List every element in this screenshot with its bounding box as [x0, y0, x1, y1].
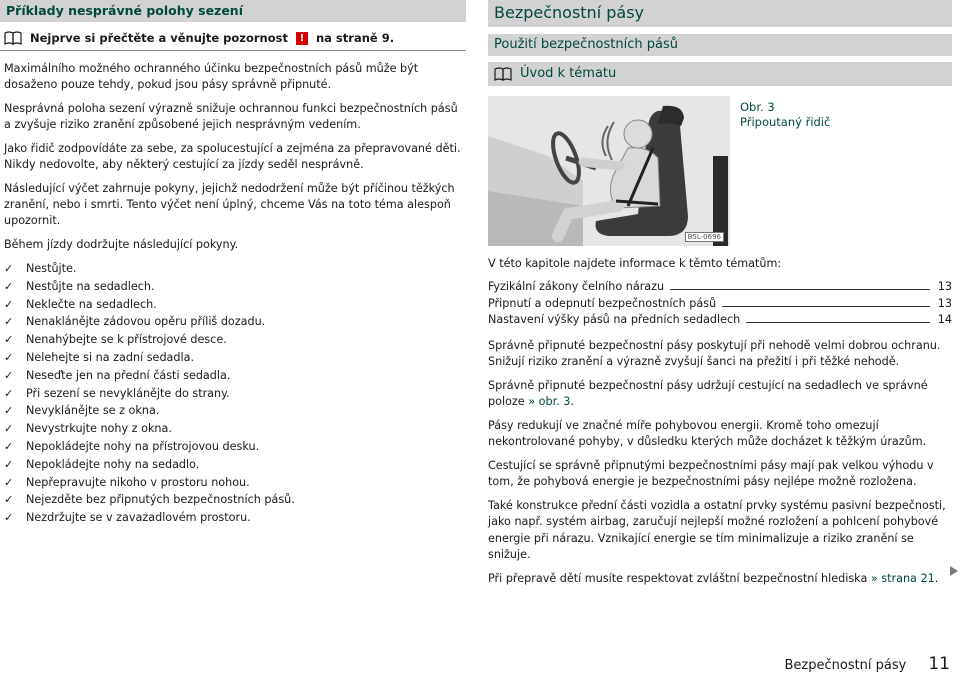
book-icon [4, 31, 22, 45]
list-item [4, 349, 462, 367]
paragraph-end: . [934, 571, 939, 585]
list-item-text: Nenahýbejte se k přístrojové desce. [26, 333, 227, 347]
figure-reference-link[interactable]: » obr. 3 [528, 395, 571, 408]
figure-caption [740, 100, 830, 130]
list-item [4, 260, 462, 278]
paragraph: Jako řidič zodpovídáte za sebe, za spolucestující a zejména za přepravované děti. Nikdy nedovolte, aby některý cestující za jízdy seděl nesprávně. [4, 142, 461, 171]
list-item [4, 313, 462, 331]
list-item [4, 474, 462, 492]
list-item-text: Nenaklánějte zádovou opěru příliš dozadu. [26, 315, 266, 329]
check-icon: ✓ [4, 457, 14, 471]
list-item-text: Nepřepravujte nikoho v prostoru nohou. [26, 475, 250, 489]
check-icon: ✓ [4, 279, 14, 293]
toc-entry[interactable] [488, 312, 952, 329]
check-icon: ✓ [4, 475, 14, 489]
paragraph [488, 378, 952, 411]
toc-page: 14 [937, 313, 952, 326]
paragraph: Správně připnuté bezpečnostní pásy poskytují při nehodě velmi dobrou ochranu. Snižují riziko zranění a výrazně zvyšují šanci na přežití i při těžké nehodě. [488, 338, 941, 368]
checklist [0, 260, 466, 527]
toc-label: Nastavení výšky pásů na předních sedadlech [488, 313, 741, 326]
list-item-text: Nepokládejte nohy na sedadlo. [26, 457, 200, 471]
figure-number: Obr. 3 [740, 100, 775, 114]
list-item [4, 278, 462, 296]
check-icon: ✓ [4, 297, 14, 311]
check-icon: ✓ [4, 439, 14, 453]
list-item-text: Nevystrkujte nohy z okna. [26, 422, 172, 436]
list-item [4, 420, 462, 438]
figure-block [488, 96, 952, 246]
warning-text-before: Nejprve si přečtěte a věnujte pozornost [30, 31, 288, 45]
toc-leader [670, 289, 930, 290]
figure-title: Připoutaný řidič [740, 115, 831, 129]
paragraph-text: Při přepravě dětí musíte respektovat zvláštní bezpečnostní hlediska [488, 571, 868, 585]
toc-intro: V této kapitole najdete informace k těmto tématům: [488, 257, 782, 270]
paragraph: Během jízdy dodržujte následující pokyny. [4, 238, 239, 251]
page-number: 11 [928, 654, 950, 674]
intro-label: Úvod k tématu [520, 66, 617, 81]
list-item-text: Nevyklánějte se z okna. [26, 404, 160, 418]
toc-label: Připnutí a odepnutí bezpečnostních pásů [488, 296, 717, 310]
driver-illustration [488, 96, 730, 246]
paragraph: Pásy redukují ve značné míře pohybovou energii. Kromě toho omezují nekontrolované pohyby, v důsledku kterých může docházet k těžkým úrazům. [488, 418, 927, 448]
list-item-text: Nestůjte na sedadlech. [26, 279, 155, 293]
chapter-title: Bezpečnostní pásy [494, 3, 644, 22]
section-title: Použití bezpečnostních pásů [494, 37, 678, 52]
check-icon: ✓ [4, 350, 14, 364]
section-title-bar [488, 34, 952, 56]
list-item-text: Nepokládejte nohy na přístrojovou desku. [26, 439, 260, 453]
warning-icon: ! [296, 32, 308, 45]
figure-code: B5L-0696 [685, 232, 724, 242]
book-icon [494, 67, 512, 81]
toc-page: 13 [937, 296, 952, 310]
check-icon: ✓ [4, 404, 14, 418]
warning-text-after: na straně 9. [315, 31, 395, 45]
paragraph: Následující výčet zahrnuje pokyny, jejichž nedodržení může být příčinou těžkých zranění, nebo i smrti. Tento výčet není úplný, chceme Vás na toto téma alespoň upozornit. [4, 182, 455, 227]
list-item-text: Nejezděte bez připnutých bezpečnostních pásů. [26, 493, 295, 507]
list-item [4, 456, 462, 474]
check-icon: ✓ [4, 493, 14, 507]
section-title-bar [0, 0, 466, 22]
paragraph-text: Správně připnuté bezpečnostní pásy udržují cestující na sedadlech ve správné poloze [488, 378, 928, 408]
check-icon: ✓ [4, 386, 14, 400]
toc-entry[interactable] [488, 279, 952, 296]
paragraph [488, 571, 952, 588]
list-item [4, 491, 462, 509]
list-item-text: Neklečte na sedadlech. [26, 297, 157, 311]
toc-page: 13 [937, 280, 952, 293]
paragraph-end: . [570, 395, 574, 408]
check-icon: ✓ [4, 262, 14, 275]
belted-driver-illustration [488, 96, 730, 246]
list-item [4, 438, 462, 456]
list-item-text: Nezdržujte se v zavazadlovém prostoru. [26, 511, 251, 525]
paragraph: Maximálního možného ochranného účinku bezpečnostních pásů může být dosaženo pouze tehdy, pokud jsou pásy správně připnuté. [4, 62, 419, 91]
warning-note [0, 22, 466, 51]
toc-leader [722, 306, 930, 307]
toc-entry[interactable] [488, 296, 952, 313]
intro-bar [488, 62, 952, 86]
paragraph: Cestující se správně připnutými bezpečnostními pásy mají pak velkou výhodu v tom, že pohybová energie je bezpečnostními pásy nejlépe možně rozložena. [488, 458, 934, 488]
chapter-title-bar [488, 0, 952, 27]
page-reference-link[interactable]: » strana 21 [870, 571, 935, 585]
list-item [4, 402, 462, 420]
toc-leader [746, 322, 930, 323]
check-icon: ✓ [4, 315, 14, 329]
paragraph: Nesprávná poloha sezení výrazně snižuje ochrannou funkci bezpečnostních pásů a zvyšuje riziko zranění způsobené jejich nesprávným vedením. [4, 102, 458, 131]
left-column [0, 0, 466, 527]
check-icon: ✓ [4, 333, 14, 347]
check-icon: ✓ [4, 368, 14, 382]
list-item [4, 509, 462, 527]
check-icon: ✓ [4, 511, 14, 525]
list-item [4, 331, 462, 349]
list-item-text: Neseďte jen na přední části sedadla. [26, 368, 231, 382]
footer-section: Bezpečnostní pásy [784, 658, 907, 673]
list-item [4, 296, 462, 314]
page-footer [784, 654, 950, 674]
list-item [4, 367, 462, 385]
check-icon: ✓ [4, 422, 14, 436]
paragraph: Také konstrukce přední části vozidla a ostatní prvky systému pasivní bezpečnosti, jako např. systém airbag, zaručují nejlepší možné rozložení a pohlcení pohybové energie při nárazu. Vznikající energie se tím minimalizuje a riziko zranění se snižuje. [488, 498, 946, 561]
list-item-text: Nelehejte si na zadní sedadla. [26, 350, 195, 364]
continue-arrow-icon [950, 566, 958, 576]
right-column [488, 0, 952, 587]
toc-label: Fyzikální zákony čelního nárazu [488, 280, 665, 293]
list-item-text: Při sezení se nevyklánějte do strany. [26, 386, 230, 400]
table-of-contents [488, 279, 952, 329]
list-item [4, 385, 462, 403]
list-item-text: Nestůjte. [26, 262, 77, 275]
section-title: Příklady nesprávné polohy sezení [6, 3, 243, 18]
